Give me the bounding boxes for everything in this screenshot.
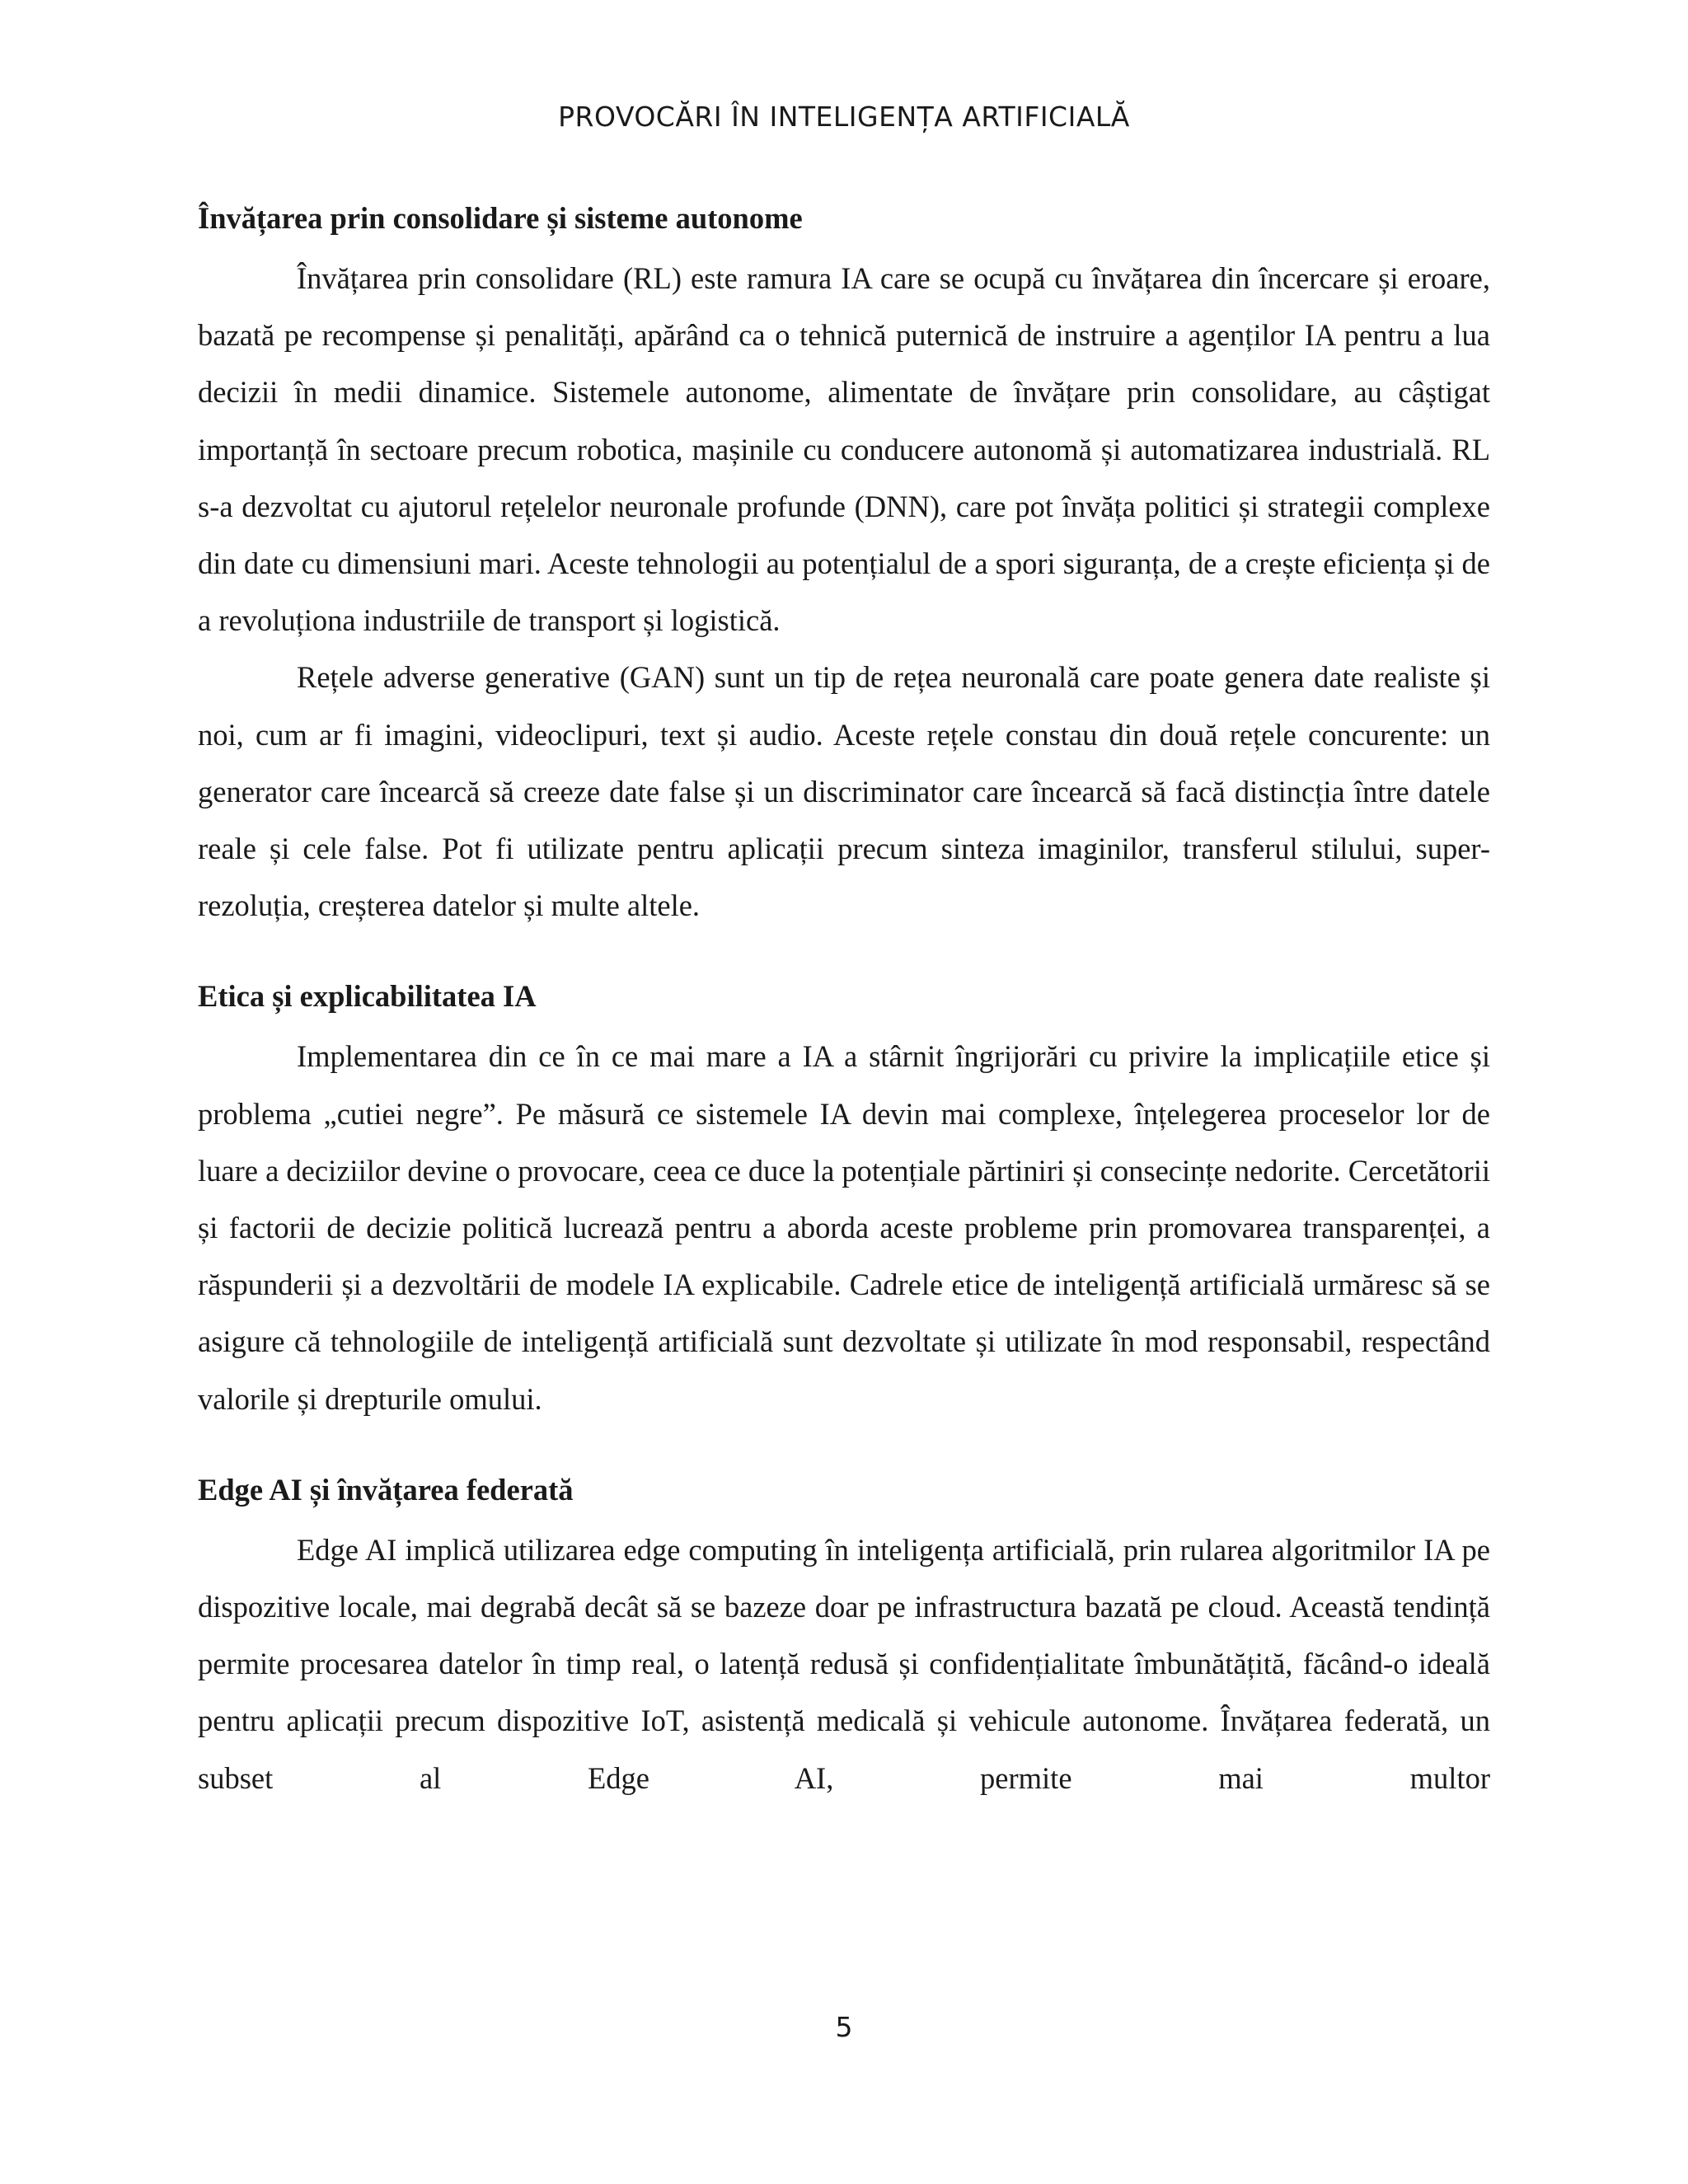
document-body [198,194,1490,1807]
paragraph-gan: Rețele adverse generative (GAN) sunt un tip de rețea neuronală care poate genera date realiste și noi, cum ar fi imagini, videoclipuri, text și audio. Aceste rețele constau din două rețele concurente: un generator care încearcă să creeze date false și un discriminator care încearcă să facă distincția între datele reale și cele false. Pot fi utilizate pentru aplicații precum sinteza imaginilor, transferul stilului, super-rezoluția, creșterea datelor și multe altele. [198,660,1490,923]
page-number: 5 [835,2011,853,2043]
paragraph-reinforcement-learning: Învățarea prin consolidare (RL) este ramura IA care se ocupă cu învățarea din încercare și eroare, bazată pe recompense și penalități, apărând ca o tehnică puternică de instruire a agenților IA pentru a lua decizii în medii dinamice. Sistemele autonome, alimentate de învățare prin consolidare, au câștigat importanță în sectoare precum robotica, mașinile cu conducere autonomă și automatizarea industrială. RL s-a dezvoltat cu ajutorul rețelelor neuronale profunde (DNN), care pot învăța politici și strategii complexe din date cu dimensiuni mari. Aceste tehnologii au potențialul de a spori siguranța, de a crește eficiența și de a revoluționa industriile de transport și logistică. [198,261,1490,638]
section-title-reinforcement-learning: Învățarea prin consolidare și sisteme autonome [198,201,803,235]
section-title-edge-ai: Edge AI și învățarea federată [198,1472,574,1507]
section-title-ethics: Etica și explicabilitatea IA [198,979,537,1014]
paragraph-ethics: Implementarea din ce în ce mai mare a IA a stârnit îngrijorări cu privire la implicațiile etice și problema „cutiei negre”. Pe măsură ce sistemele IA devin mai complexe, înțelegerea proceselor lor de luare a deciziilor devine o provocare, ceea ce duce la potențiale părtiniri și consecințe nedorite. Cercetătorii și factorii de decizie politică lucrează pentru a aborda aceste probleme prin promovarea transparenței, a răspunderii și a dezvoltării de modele IA explicabile. Cadrele etice de inteligență artificială urmăresc să se asigure că tehnologiile de inteligență artificială sunt dezvoltate și utilizate în mod responsabil, respectând valorile și drepturile omului. [198,1039,1490,1416]
running-header: PROVOCĂRI ÎN INTELIGENȚA ARTIFICIALĂ [558,101,1130,133]
paragraph-edge-ai: Edge AI implică utilizarea edge computing în inteligența artificială, prin rularea algoritmilor IA pe dispozitive locale, mai degrabă decât să se bazeze doar pe infrastructura bazată pe cloud. Această tendință permite procesarea datelor în timp real, o latență redusă și confidențialitate îmbunătățită, făcând-o ideală pentru aplicații precum dispozitive IoT, asistență medicală și vehicule autonome. Învățarea federată, un subset al Edge AI, permite mai multor [198,1532,1490,1795]
